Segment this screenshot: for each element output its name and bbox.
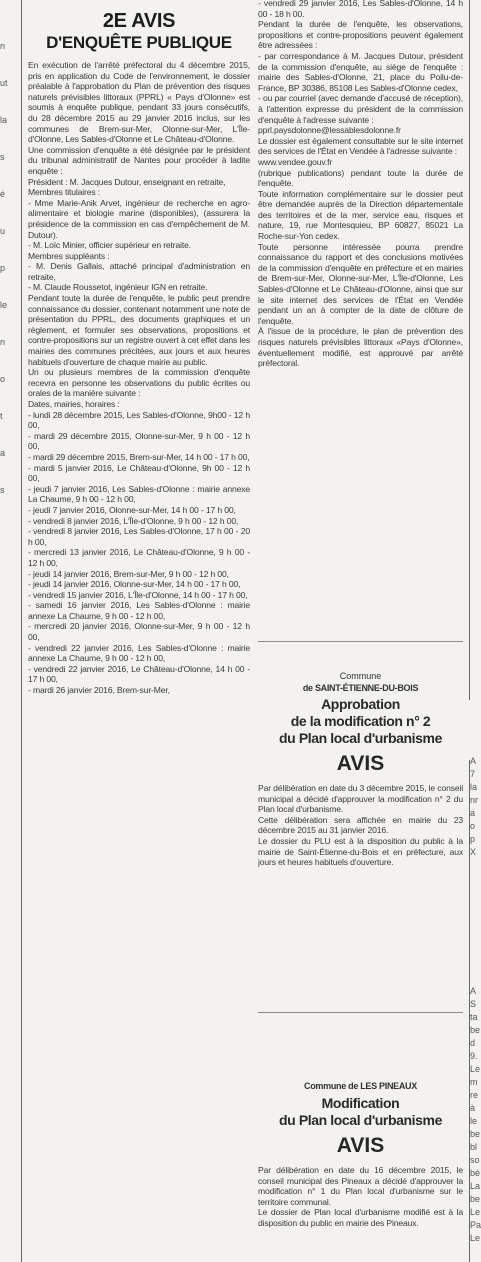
edge-fragment: la (0, 115, 8, 125)
paragraph: - vendredi 8 janvier 2016, Les Sables-d'Olonne, 17 h 00 - 20 h 00, (28, 526, 250, 547)
paragraph: - M. Denis Gallais, attaché principal d'administration en retraite, (28, 261, 250, 282)
left-notice-body (28, 60, 250, 696)
edge-fragment: be (470, 1025, 481, 1035)
paragraph: - vendredi 8 janvier 2016, L'Île-d'Olonne, 9 h 00 - 12 h 00, (28, 515, 239, 526)
column-rule-left (21, 0, 22, 1262)
edge-fragment: A (470, 756, 477, 766)
notice-title-line2: D'ENQUÊTE PUBLIQUE (46, 33, 232, 52)
commune-name-text: de SAINT-ÉTIENNE-DU-BOIS (302, 683, 419, 693)
paragraph: - lundi 28 décembre 2015, Les Sables-d'Olonne, 9h00 - 12 h 00, (28, 409, 250, 431)
edge-fragment: bé (470, 1168, 481, 1178)
commune-name-text: Commune de LES PINEAUX (304, 1081, 417, 1091)
paragraph: - jeudi 7 janvier 2016, Les Sables-d'Olonne : mairie annexe La Chaume, 9 h 00 - 12 h 00, (28, 483, 250, 505)
edge-fragment: s (0, 152, 5, 162)
commune-prefix: Commune (339, 671, 382, 681)
paragraph: Dates, mairies, horaires : (28, 399, 120, 409)
notice-title-line2: de la modification n° 2 (290, 713, 431, 729)
edge-fragment: la (470, 782, 478, 792)
paragraph: Membres titulaires : (28, 187, 100, 198)
right-edge-fragment-list (470, 755, 481, 859)
edge-fragment: é (0, 189, 6, 199)
paragraph: Toute personne intéressée pourra prendre connaissance du rapport et des conclusions motivées de la commission d'enquête en préfecture et en mairies de Brem-sur-Mer, Olonne-sur-Mer, L'Île-d'Olonne, Les Sables-d'Olonne et Le Château-d'Olonne, ainsi que sur le site internet des services de l'État en Vendée pendant un an à compter de la date de clôture de l'enquête. (258, 241, 463, 326)
edge-fragment: be (470, 1194, 481, 1204)
notice-title-line1: 2E AVIS (102, 10, 176, 32)
edge-fragment: p (470, 834, 476, 844)
paragraph: À l'issue de la procédure, le plan de prévention des risques naturels prévisibles littoraux «Pays d'Olonne», éventuellement modifié, est approuvé par arrêté préfectoral. (258, 326, 463, 369)
edge-fragment: La (470, 1181, 481, 1191)
paragraph: www.vendee.gouv.fr (258, 156, 333, 167)
paragraph: - vendredi 15 janvier 2016, L'Île-d'Olonne, 14 h 00 - 17 h 00, (28, 589, 248, 600)
paragraph: - ou par courriel (avec demande d'accusé de réception), à l'attention expresse du président de la commission d'enquête à l'adresse suivante : (258, 93, 463, 125)
edge-fragment: o (0, 374, 6, 384)
avis-heading: AVIS (336, 752, 385, 775)
edge-fragment: re (470, 1090, 479, 1100)
left-edge-fragment-list (0, 40, 10, 497)
edge-fragment: X (470, 847, 477, 857)
right-edge-lower-fragments (470, 985, 481, 1245)
paragraph: - M. Claude Roussetot, ingénieur IGN en retraite. (28, 282, 208, 293)
edge-fragment: u (0, 226, 6, 236)
edge-fragment: n (0, 337, 6, 347)
paragraph: - jeudi 14 janvier 2016, Brem-sur-Mer, 9 h 00 - 12 h 00, (28, 568, 229, 579)
right-edge-fragments (470, 755, 481, 859)
right-notice-body (258, 0, 463, 369)
notice-les-pineaux (258, 1080, 463, 1229)
paragraph: - vendredi 22 janvier 2016, Les Sables-d'Olonne : mairie annexe La Chaume, 9 h 00 - 12 h 00, (28, 642, 250, 664)
column-rule-right (469, 0, 470, 700)
edge-fragment: bl (470, 1142, 478, 1152)
paragraph: - mardi 29 décembre 2015, Brem-sur-Mer, 14 h 00 - 17 h 00, (28, 451, 250, 462)
notice-st-etienne (258, 670, 463, 868)
avis-heading: AVIS (336, 1134, 385, 1157)
paragraph: - M. Loïc Minier, officier supérieur en retraite. (28, 240, 192, 251)
paragraph: Le dossier de Plan local d'urbanisme modifié est à la disposition du public en mairie des Pineaux. (258, 1207, 463, 1228)
edge-fragment: a (0, 448, 6, 458)
edge-fragment: 9. (470, 1051, 478, 1061)
edge-fragment: Pa (470, 1220, 481, 1230)
right-edge-lower-fragment-list (470, 985, 481, 1245)
left-edge-fragments (0, 40, 10, 521)
edge-fragment: le (470, 1116, 478, 1126)
paragraph: - jeudi 7 janvier 2016, Olonne-sur-Mer, 14 h 00 - 17 h 00, (28, 504, 236, 515)
paragraph: Toute information complémentaire sur le dossier peut être demandée auprès de la Direction départementale des territoires et de la mer, service eau, risques et nature, 19, rue Montesquieu, BP 60827, 85021 La Roche-sur-Yon cedex. (258, 188, 463, 242)
edge-fragment: A (470, 986, 477, 996)
column-rule-right-lower (469, 760, 470, 1262)
paragraph: Par délibération en date du 3 décembre 2015, le conseil municipal a décidé d'approuver la modification n° 2 du Plan local d'urbanisme. (258, 783, 463, 815)
paragraph: Par délibération en date du 16 décembre 2015, le conseil municipal des Pineaux a décidé d'approuver la modification n° 1 du Plan local d'urbanisme sur le territoire communal. (258, 1165, 463, 1207)
paragraph: Le dossier du PLU est à la disposition du public à la mairie de Saint-Étienne-du-Bois et en préfecture, aux jours et heures habituels d'ouverture. (258, 835, 463, 868)
paragraph: pprl.paysdolonne@lessablesdolonne.fr (258, 125, 401, 136)
paragraph: - par correspondance à M. Jacques Dutour, président de la commission d'enquête, au siège de l'enquête : mairie des Sables-d'Olonne, 21, place du Poilu-de-France, BP 30386, 85108 Les Sables-d'Olonne cedex, (258, 50, 463, 93)
paragraph: - jeudi 14 janvier 2016, Olonne-sur-Mer, 14 h 00 - 17 h 00, (28, 579, 241, 590)
paragraph: Le dossier est également consultable sur le site internet des services de l'État en Vendée à l'adresse suivante : (258, 135, 463, 157)
edge-fragment: le (0, 300, 8, 310)
paragraph: - mardi 5 janvier 2016, Le Château-d'Olonne, 9h 00 - 12 h 00, (28, 462, 250, 484)
commune-name (258, 1080, 463, 1092)
paragraph: Un ou plusieurs membres de la commission d'enquête recevra en personne les observations du public écrites ou orales de la manière suivante : (28, 367, 250, 399)
commune-name (258, 682, 463, 694)
edge-fragment: s (0, 485, 5, 495)
edge-fragment: t (0, 411, 3, 421)
edge-fragment: d (470, 1038, 476, 1048)
edge-fragment: a (470, 808, 476, 818)
divider-1 (258, 641, 463, 642)
paragraph: Pendant toute la durée de l'enquête, le public peut prendre connaissance du dossier, contenant notamment une note de présentation du PPRL, des documents graphiques et un règlement, et formuler ses observations, propositions et contre-propositions sur un registre ouvert à cet effet dans les mairies des communes précitées, aux jours et aux heures habituels d'ouverture de chaque mairie au public. (28, 293, 250, 367)
paragraph: - mardi 26 janvier 2016, Brem-sur-Mer, (28, 685, 170, 696)
notice-title-line1: Modification (321, 1095, 400, 1111)
edge-fragment: n (0, 41, 6, 51)
paragraph: Président : M. Jacques Dutour, enseignant en retraite, (28, 176, 226, 187)
edge-fragment: nr (470, 795, 479, 805)
edge-fragment: Le (470, 1064, 481, 1074)
paragraph: - vendredi 29 janvier 2016, Les Sables-d'Olonne, 14 h 00 - 18 h 00. (258, 0, 463, 19)
edge-fragment: ut (0, 78, 8, 88)
edge-fragment: à (470, 1103, 476, 1113)
left-column (28, 0, 250, 696)
notice-st-etienne-body (258, 783, 463, 868)
edge-fragment: S (470, 999, 477, 1009)
paragraph: Cette délibération sera affichée en mairie du 23 décembre 2015 au 31 janvier 2016. (258, 814, 463, 836)
paragraph: - vendredi 22 janvier 2016, Le Château-d'Olonne, 14 h 00 - 17 h 00, (28, 663, 250, 685)
paragraph: - mercredi 20 janvier 2016, Olonne-sur-Mer, 9 h 00 - 12 h 00, (28, 621, 250, 643)
paragraph: Pendant la durée de l'enquête, les observations, propositions et contre-propositions peuvent également être adressées : (258, 19, 463, 51)
paragraph: - mardi 29 décembre 2015, Olonne-sur-Mer, 9 h 00 - 12 h 00, (28, 430, 250, 452)
edge-fragment: so (470, 1155, 480, 1165)
edge-fragment: o (470, 821, 476, 831)
right-column (258, 0, 463, 369)
edge-fragment: Le (470, 1207, 481, 1217)
edge-fragment: be (470, 1129, 481, 1139)
paragraph: En exécution de l'arrêté préfectoral du 4 décembre 2015, pris en application du Code de l'environnement, le dossier préalable à l'approbation du Plan de prévention des risques naturels prévisibles littoraux (PPRL) « Pays d'Olonne» est soumis à enquête publique, pendant 33 jours consécutifs, du 28 décembre 2015 au 29 janvier 2016 inclus, sur les communes de Brem-sur-Mer, Olonne-sur-Mer, L'Île-d'Olonne, Les Sables-d'Olonne et Le Château-d'Olonne. (28, 60, 250, 145)
edge-fragment: Le (470, 1233, 481, 1243)
edge-fragment: ta (470, 1012, 478, 1022)
notice-title-line2: du Plan local d'urbanisme (279, 1112, 442, 1128)
paragraph: - mercredi 13 janvier 2016, Le Château-d'Olonne, 9 h 00 - 12 h 00, (28, 547, 250, 568)
paragraph: Une commission d'enquête a été désignée par le président du tribunal administratif de Nantes pour procéder à ladite enquête : (28, 144, 250, 176)
paragraph: - Mme Marie-Anik Arvet, ingénieur de recherche en agro-alimentaire et biologie marine (disponibles), (assurera la présidence de la commission en cas d'empêchement de M. Dutour). (28, 197, 250, 240)
divider-2 (258, 1012, 463, 1013)
paragraph: - samedi 16 janvier 2016, Les Sables-d'Olonne : mairie annexe La Chaume, 9 h 00 - 12 h 00, (28, 600, 250, 621)
edge-fragment: 7 (470, 769, 476, 779)
paragraph: (rubrique publications) pendant toute la durée de l'enquête. (258, 167, 463, 189)
edge-fragment: p (0, 263, 6, 273)
notice-title-line3: du Plan local d'urbanisme (279, 730, 442, 746)
edge-fragment: m (470, 1077, 478, 1087)
notice-title-line1: Approbation (321, 696, 400, 712)
paragraph: Membres suppléants : (28, 250, 110, 261)
notice-les-pineaux-body (258, 1165, 463, 1229)
